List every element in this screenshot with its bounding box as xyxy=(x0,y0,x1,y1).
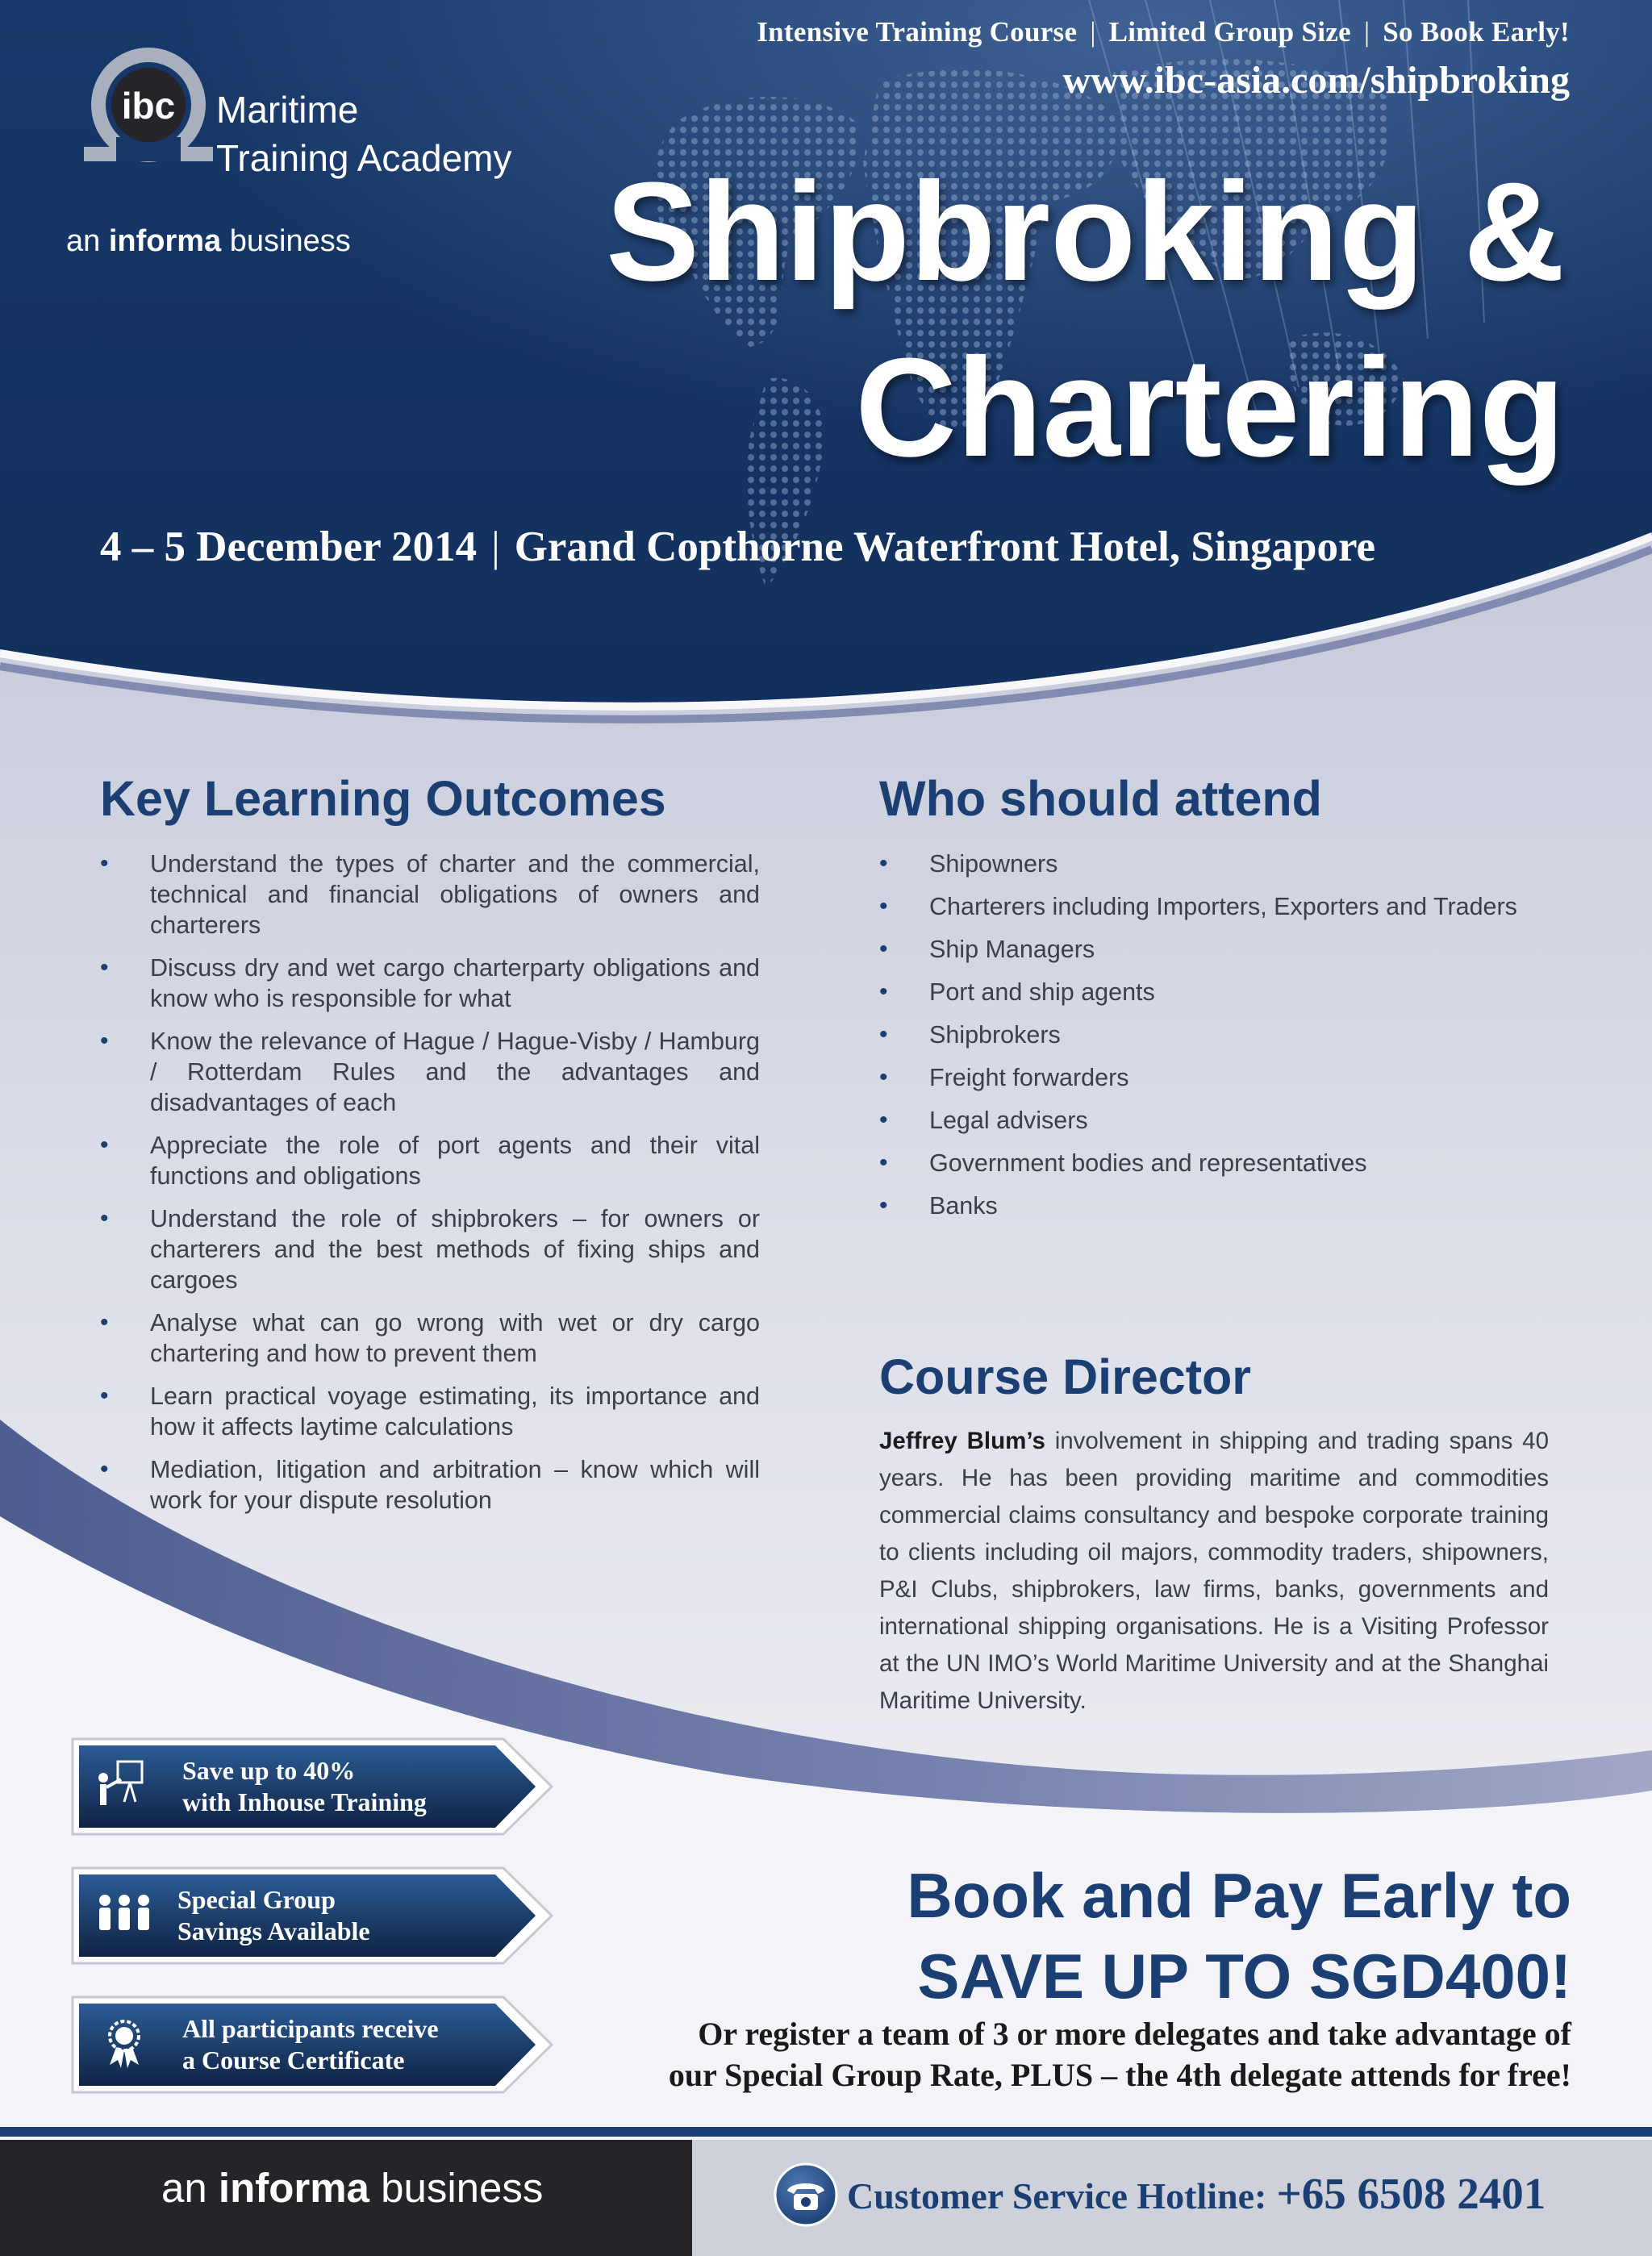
list-item xyxy=(100,1130,760,1191)
list-item xyxy=(100,1307,760,1369)
event-dates: 4 – 5 December 2014 xyxy=(100,523,478,570)
list-item xyxy=(100,849,760,940)
page-title xyxy=(452,144,1565,495)
tagline-separator: | xyxy=(1090,16,1096,48)
tagline-item-1: Intensive Training Course xyxy=(757,16,1078,48)
bullet-icon: • xyxy=(879,850,888,877)
certificate-icon xyxy=(92,2015,156,2071)
event-details xyxy=(100,523,1375,571)
bullet-icon: • xyxy=(879,1021,888,1048)
informa-brand: informa xyxy=(108,224,222,258)
list-item xyxy=(100,1381,760,1442)
badge-line-2: with Inhouse Training xyxy=(182,1787,427,1816)
list-item xyxy=(879,934,1573,965)
attendee-text: Freight forwarders xyxy=(929,1064,1129,1091)
promo-sub-line-1: Or register a team of 3 or more delegates and take advantage of xyxy=(698,2016,1571,2052)
group-icon xyxy=(92,1886,156,1942)
bullet-icon: • xyxy=(100,1132,109,1158)
ibc-logo-icon xyxy=(68,42,229,179)
outcome-text: Know the relevance of Hague / Hague-Visby / Hamburg / Rotterdam Rules and the advantages and disadvantages of each xyxy=(150,1028,760,1116)
outcomes-list xyxy=(100,849,760,1528)
hotline-label: Customer Service Hotline: xyxy=(847,2175,1267,2216)
group-savings-badge[interactable] xyxy=(68,1862,557,1970)
event-separator: | xyxy=(491,523,500,570)
badge-line-1: Save up to 40% xyxy=(182,1756,356,1785)
attendee-text: Ship Managers xyxy=(929,936,1095,963)
badge-line-1: All participants receive xyxy=(182,2014,439,2043)
inhouse-training-badge[interactable] xyxy=(68,1733,557,1841)
list-item xyxy=(879,977,1573,1007)
badge-line-2: a Course Certificate xyxy=(182,2045,405,2075)
list-item xyxy=(879,1062,1573,1093)
bullet-icon: • xyxy=(100,850,109,877)
attendee-text: Charterers including Importers, Exporters and Traders xyxy=(929,893,1517,920)
bullet-icon: • xyxy=(879,936,888,962)
badge-text xyxy=(177,1884,370,1947)
list-item xyxy=(879,1020,1573,1050)
academy-name-line-2: Training Academy xyxy=(216,137,512,179)
list-item xyxy=(879,1148,1573,1178)
outcome-text: Appreciate the role of port agents and their vital functions and obligations xyxy=(150,1132,760,1190)
attendee-text: Shipowners xyxy=(929,850,1058,878)
outcome-text: Understand the role of shipbrokers – for owners or charterers and the best methods of fixing ships and cargoes xyxy=(150,1205,760,1294)
promo-sub-line-2: our Special Group Rate, PLUS – the 4th delegate attends for free! xyxy=(668,2057,1571,2093)
list-item xyxy=(100,1454,760,1516)
informa-suffix: business xyxy=(221,224,351,258)
list-item xyxy=(100,1203,760,1295)
bullet-icon: • xyxy=(879,1192,888,1219)
group-rate-promo xyxy=(565,2013,1571,2095)
attend-heading: Who should attend xyxy=(879,771,1322,826)
telephone-icon xyxy=(773,2162,839,2228)
list-item xyxy=(879,849,1573,879)
attend-list xyxy=(879,849,1573,1233)
title-line-1: Shipbroking & xyxy=(606,152,1565,310)
academy-name-line-1: Maritime xyxy=(216,89,359,131)
director-bio-text: involvement in shipping and trading spans 40 years. He has been providing maritime and commodities commercial claims consultancy and bespoke corporate training to clients including oil majors, commodity traders, shipowners, P&I Clubs, shipbrokers, law firms, banks, governments and international shipping organisations. He is a Visiting Professor at the UN IMO’s World Maritime University and at the Shanghai Maritime University. xyxy=(879,1428,1549,1714)
list-item xyxy=(879,891,1573,922)
event-venue: Grand Copthorne Waterfront Hotel, Singapore xyxy=(514,523,1376,570)
informa-tagline-top xyxy=(66,224,351,259)
badge-text xyxy=(182,2013,439,2076)
bullet-icon: • xyxy=(100,1205,109,1232)
bullet-icon: • xyxy=(100,1309,109,1336)
outcomes-heading: Key Learning Outcomes xyxy=(100,771,666,826)
informa-prefix: an xyxy=(161,2165,219,2211)
tagline-item-3: So Book Early! xyxy=(1383,16,1570,48)
attendee-text: Banks xyxy=(929,1192,998,1220)
presenter-icon xyxy=(92,1757,156,1813)
list-item xyxy=(879,1105,1573,1136)
bullet-icon: • xyxy=(879,1064,888,1090)
outcome-text: Analyse what can go wrong with wet or dry cargo chartering and how to prevent them xyxy=(150,1309,760,1367)
bullet-icon: • xyxy=(879,1107,888,1133)
tagline-separator: | xyxy=(1363,16,1370,48)
director-heading: Course Director xyxy=(879,1349,1252,1404)
bullet-icon: • xyxy=(100,954,109,981)
bullet-icon: • xyxy=(879,893,888,919)
course-url-link[interactable]: www.ibc-asia.com/shipbroking xyxy=(1062,59,1570,102)
header-tagline xyxy=(726,16,1570,48)
tagline-item-2: Limited Group Size xyxy=(1108,16,1351,48)
list-item xyxy=(100,953,760,1014)
customer-hotline xyxy=(847,2168,1546,2219)
attendee-text: Shipbrokers xyxy=(929,1021,1061,1049)
outcome-text: Learn practical voyage estimating, its importance and how it affects laytime calculations xyxy=(150,1382,760,1441)
informa-brand: informa xyxy=(218,2165,369,2211)
attendee-text: Government bodies and representatives xyxy=(929,1149,1367,1177)
outcome-text: Mediation, litigation and arbitration – know which will work for your dispute resolution xyxy=(150,1456,760,1514)
list-item xyxy=(879,1191,1573,1221)
certificate-badge[interactable] xyxy=(68,1991,557,2099)
hotline-number[interactable]: +65 6508 2401 xyxy=(1276,2169,1546,2218)
informa-suffix: business xyxy=(369,2165,544,2211)
director-bio xyxy=(879,1423,1549,1720)
informa-tagline-footer xyxy=(161,2164,543,2212)
promo-line-2: SAVE UP TO SGD400! xyxy=(917,1941,1571,2012)
early-booking-promo xyxy=(807,1855,1571,2016)
logo-mark-text: ibc xyxy=(121,85,176,127)
informa-prefix: an xyxy=(66,224,109,258)
director-name: Jeffrey Blum’s xyxy=(879,1428,1045,1454)
title-line-2: Chartering xyxy=(855,328,1565,486)
promo-line-1: Book and Pay Early to xyxy=(907,1860,1571,1931)
badge-line-2: Savings Available xyxy=(177,1916,370,1945)
badge-text xyxy=(182,1755,427,1818)
list-item xyxy=(100,1026,760,1118)
bullet-icon: • xyxy=(879,1149,888,1176)
attendee-text: Legal advisers xyxy=(929,1107,1088,1134)
bullet-icon: • xyxy=(879,978,888,1005)
outcome-text: Discuss dry and wet cargo charterparty obligations and know who is responsible for what xyxy=(150,954,760,1012)
attendee-text: Port and ship agents xyxy=(929,978,1155,1006)
bullet-icon: • xyxy=(100,1382,109,1409)
bullet-icon: • xyxy=(100,1028,109,1054)
badge-line-1: Special Group xyxy=(177,1885,336,1914)
outcome-text: Understand the types of charter and the commercial, technical and financial obligations of owners and charterers xyxy=(150,850,760,939)
bullet-icon: • xyxy=(100,1456,109,1482)
